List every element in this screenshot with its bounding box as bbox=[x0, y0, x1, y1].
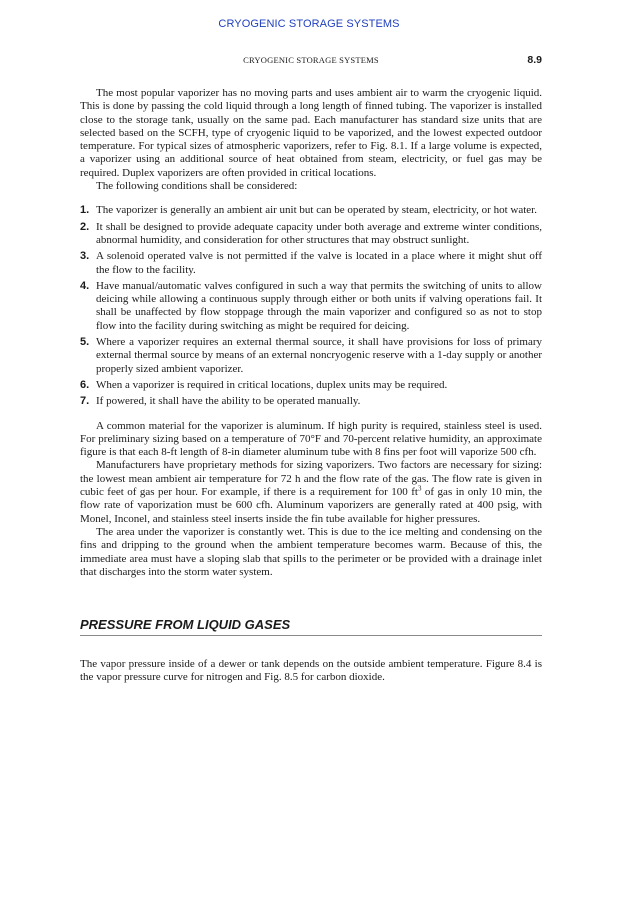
list-number: 5. bbox=[80, 336, 90, 349]
sizing-paragraph bbox=[80, 459, 542, 525]
page-content bbox=[80, 87, 542, 685]
list-number: 4. bbox=[80, 279, 90, 292]
sizing-text-a: Manufacturers have proprietary methods for sizing vaporizers. Two factors are necessary for sizing: the lowest mean ambient air temperature for 72 h and the flow rate of the gas. The flow rate is given in cubic feet of gas per hour. For example, if there is a requirement for 100 ft bbox=[80, 459, 542, 499]
list-item bbox=[80, 280, 542, 333]
material-paragraph: A common material for the vaporizer is aluminum. If high purity is required, stainless steel is used. For preliminary sizing based on a temperature of 70°F and 70-percent relative humidity, an approximate figure is that each 8-ft length of 8-in diameter aluminum tube with 8 fins per foot will vaporize 500 cfh. bbox=[80, 419, 542, 459]
list-item-text: The vaporizer is generally an ambient air unit but can be operated by steam, electricity, or hot water. bbox=[96, 204, 537, 217]
sizing-text-b: of gas in only 10 min, the flow rate of vaporization must be 600 cfh. Aluminum vaporizers are generally rated at 400 psig, with Monel, Inconel, and stainless steel inserts inside the fin tube available for higher pressures. bbox=[80, 486, 542, 525]
list-item bbox=[80, 336, 542, 376]
conditions-list bbox=[80, 204, 542, 408]
running-head bbox=[80, 55, 542, 69]
drainage-paragraph: The area under the vaporizer is constantly wet. This is due to the ice melting and condensing on the fins and dripping to the ground when the ambient temperature becomes warm. Because of this, the immediate area must have a sloping slab that spills to the perimeter or be provided with a drainage inlet that discharges into the storm water system. bbox=[80, 525, 542, 578]
list-item bbox=[80, 379, 542, 392]
list-item-text: If powered, it shall have the ability to be operated manually. bbox=[96, 395, 361, 408]
list-item bbox=[80, 221, 542, 248]
section-paragraph: The vapor pressure inside of a dewer or tank depends on the outside ambient temperature. Figure 8.4 is the vapor pressure curve for nitrogen and Fig. 8.5 for carbon dioxide. bbox=[80, 658, 542, 684]
list-item-text: When a vaporizer is required in critical locations, duplex units may be required. bbox=[96, 378, 448, 391]
running-head-title: CRYOGENIC STORAGE SYSTEMS bbox=[243, 55, 379, 65]
conditions-intro: The following conditions shall be considered: bbox=[96, 180, 298, 193]
list-item bbox=[80, 395, 542, 408]
list-item-text: Have manual/automatic valves configured in such a way that permits the switching of units to allow deicing while allowing a continuous supply through either or both units if valving operations fail. It shall be unaffected by flow stoppage through the main vaporizer and configured so as not to stop flow into the facility during switching as might be required for deicing. bbox=[96, 279, 542, 332]
section-heading: PRESSURE FROM LIQUID GASES bbox=[80, 617, 542, 636]
list-item bbox=[80, 250, 542, 277]
section-body bbox=[80, 658, 542, 685]
page-number: 8.9 bbox=[527, 54, 542, 66]
list-item bbox=[80, 204, 542, 217]
list-item-text: A solenoid operated valve is not permitted if the valve is located in a place where it might shut off the flow to the facility. bbox=[96, 250, 542, 276]
list-number: 3. bbox=[80, 250, 90, 263]
top-banner: CRYOGENIC STORAGE SYSTEMS bbox=[218, 18, 400, 30]
intro-paragraph: The most popular vaporizer has no moving parts and uses ambient air to warm the cryogenic liquid. This is done by passing the cold liquid through a long length of finned tubing. The vaporizer is installed close to the storage tank, usually on the same pad. Each manufacturer has standard size units that are selected based on the SCFH, type of cryogenic liquid to be vaporized, and the lowest expected outdoor temperature. For typical sizes of atmospheric vaporizers, refer to Fig. 8.1. If a large volume is expected, a vaporizer using an additional source of heat obtained from steam, electricity, or fuel gas may be required. Duplex vaporizers are often provided in critical locations. bbox=[80, 87, 542, 179]
list-number: 2. bbox=[80, 220, 90, 233]
cubic-superscript: 3 bbox=[417, 484, 422, 493]
list-item-text: It shall be designed to provide adequate capacity under both average and extreme winter conditions, abnormal humidity, and consideration for other structures that may obstruct sunlight. bbox=[96, 220, 542, 246]
list-item-text: Where a vaporizer requires an external thermal source, it shall have provisions for loss of primary external thermal source by means of an external noncryogenic reserve with a 1-day supply or another properly sized ambient vaporizer. bbox=[96, 336, 542, 375]
list-number: 7. bbox=[80, 395, 90, 408]
list-number: 1. bbox=[80, 204, 90, 217]
list-number: 6. bbox=[80, 378, 90, 391]
